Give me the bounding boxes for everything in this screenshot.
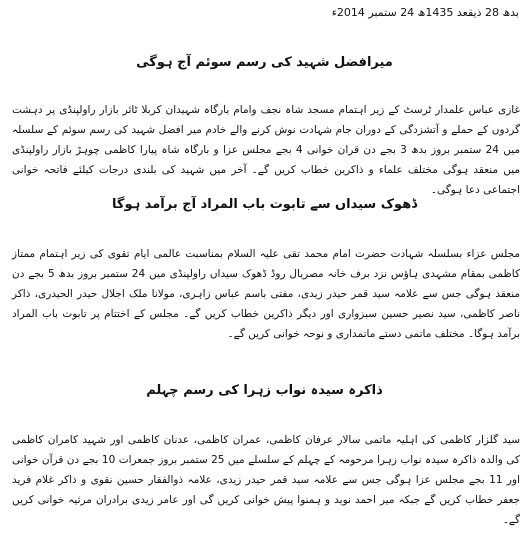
article-3-heading: ذاکرہ سیدہ نواب زہرا کی رسم چہلم <box>146 383 383 398</box>
article-2-body: مجلس عزاء بسلسلہ شہادت حضرت امام محمد تقی علیہ السلام بمناسبت عالمی ایام تقوی کی زیر اہتمام ممتاز کاظمی بمقام مشہدی ہاؤس نزد برف خانہ مصریال روڈ ڈھوک سیداں راولپنڈی میں 24 ستمبر بروز بدھ 5 بجے دن منعقد ہوگی جس سے علامہ سید قمر حیدر زیدی، مفتی باسم عباس زاہری، مولانا ملک اجلال حیدر الحیدری، ذاکر ناصر کاظمی، سید نصیر حسین سبزواری اور دیگر ذاکرین خطاب کریں گے۔ مجلس کے اختتام پر تابوت باب المراد برآمد ہوگا۔ مختلف ماتمی دستے ماتمداری و نوحہ خوانی کریں گے۔ <box>12 248 520 340</box>
article-1-heading: میرافضل شہید کی رسم سوئم آج ہوگی <box>136 55 393 70</box>
article-2-heading: ڈھوک سیداں سے تابوت باب المراد آج برآمد ہوگا <box>112 197 417 212</box>
article-3-body: سید گلزار کاظمی کی اہلیہ ماتمی سالار عرفان کاظمی، عمران کاظمی، عدنان کاظمی اور شہید کامران کاظمی کی والدہ ذاکرہ سیدہ نواب زہرا مرحومہ کے چہلم کے سلسلے میں 25 ستمبر بروز جمعرات 10 بجے دن قرآن خوانی اور 11 بجے مجلس عزا ہوگی جس سے علامہ سید قمر حیدر زیدی، علامہ ذوالفقار حسین نقوی و ذاکر غلام فرید جعفر خطاب کریں گے جبکہ میر احمد نوید و ہمنوا پیش خوانی کریں گی اور عامر زیدی برادران مرثیہ خوانی کریں گے۔ <box>12 434 520 526</box>
dateline: بدھ 28 ذیقعد 1435ھ 24 ستمبر 2014ء <box>331 6 519 19</box>
article-1-body: غازی عباس علمدار ٹرسٹ کے زیر اہتمام مسجد شاہ نجف وامام بارگاہ شہیدان کربلا ٹائر بازار راولپنڈی پر دہشت گردوں کے حملے و آتشزدگی کے دوران جام شہادت نوش کرنے والے خادم میر افضل شہید کی رسم سوئم کے سلسلہ میں 24 ستمبر بروز بدھ 3 بجے دن قران خوانی 4 بجے مجلس عزا و بارگاہ شاہ پیارا کاظمی چوہڑ بازار راولپنڈی میں منعقد ہوگی مختلف علماء و ذاکرین خطاب کریں گے۔ آخر میں شہید کی بلندی درجات کیلئے فاتحہ خوانی اجتماعی دعا ہوگی۔ <box>12 104 520 196</box>
